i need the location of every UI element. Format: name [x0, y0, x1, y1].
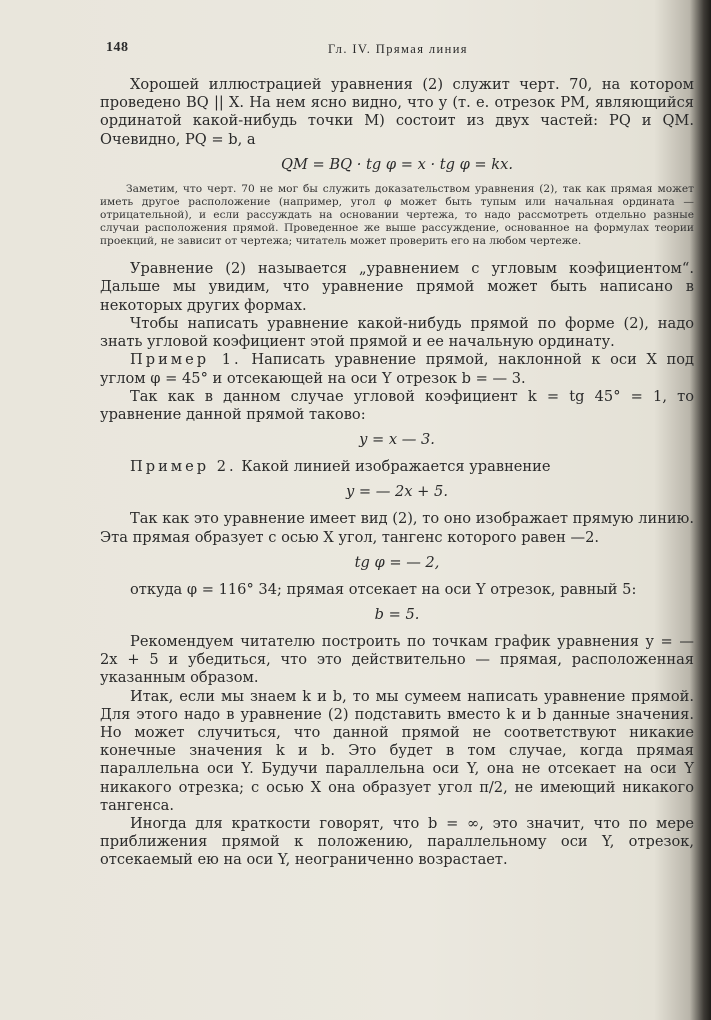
paragraph-requirements: Чтобы написать уравнение какой-нибудь прямой по форме (2), надо знать угловой коэфициент этой прямой и ее начальную ординату.: [100, 314, 694, 351]
formula-qm: QM = BQ · tg φ = x · tg φ = kx.: [280, 155, 514, 173]
example-2-text: Какой линией изображается уравнение: [236, 458, 551, 476]
formula-y-2x-5: y = — 2x + 5.: [346, 483, 448, 501]
running-head: Гл. IV. Прямая линия: [328, 42, 468, 56]
paragraph-slope-form: Уравнение (2) называется „уравнением с угловым коэфициентом“. Дальше мы увидим, что уравнение прямой может быть написано в некоторых других формах.: [100, 260, 694, 314]
formula-b-5: b = 5.: [374, 605, 420, 623]
paragraph-infinity: Иногда для краткости говорят, что b = ∞, это значит, что по мере приближения прямой к положению, параллельному оси Y, отрезок, отсекаемый ею на оси Y, неограниченно возрастает.: [100, 814, 694, 869]
example-1: [100, 351, 694, 387]
paragraph-illustration: Хорошей иллюстрацией уравнения (2) служит черт. 70, на котором проведено BQ || X. На нем ясно видно, что y (т. е. отрезок PM, являющийся ординатой какой-нибудь точки M) состоит из двух частей: PQ и QM. Очевидно, PQ = b, а: [100, 76, 694, 148]
footnote-remark: Заметим, что черт. 70 не мог бы служить доказательством уравнения (2), так как прямая может иметь другое расположение (например, угол φ может быть тупым или начальная ордината — отрицательной), и если рассуждать на основании чертежа, то надо рассмотреть отдельно разные случаи расположения прямой. Проведенное же выше рассуждение, основанное на формулах теории проекций, не зависит от чертежа; читатель может проверить его на любом чертеже.: [100, 182, 694, 248]
formula-tg-phi: tg φ = — 2,: [354, 553, 440, 571]
paragraph-vertical-line: Итак, если мы знаем k и b, то мы сумеем написать уравнение прямой. Для этого надо в уравнение (2) подставить вместо k и b данные значения. Но может случиться, что данной прямой не соответствуют никакие конечные значения k и b. Это будет в том случае, когда прямая параллельна оси Y. Будучи параллельна оси Y, она не отсекает на оси Y никакого отрезка; с осью X она образует угол π/2, не имеющий никакого тангенса.: [100, 687, 694, 814]
paragraph-angle: откуда φ = 116° 34; прямая отсекает на оси Y отрезок, равный 5:: [130, 580, 637, 598]
page-header: [100, 36, 694, 62]
paragraph-recommendation: Рекомендуем читателю построить по точкам график уравнения y = — 2x + 5 и убедиться, что это действительно — прямая, расположенная указанным образом.: [100, 632, 694, 687]
page-content: [100, 36, 694, 870]
paragraph-example-1-solution: Так как в данном случае угловой коэфициент k = tg 45° = 1, то уравнение данной прямой таково:: [100, 387, 694, 423]
example-2: [100, 458, 694, 476]
page-number: 148: [106, 40, 129, 55]
paragraph-example-2-solution: Так как это уравнение имеет вид (2), то оно изображает прямую линию. Эта прямая образует с осью X угол, тангенс которого равен —2.: [100, 510, 694, 546]
example-2-label: Пример 2.: [130, 458, 237, 476]
formula-y-x-3: y = x — 3.: [359, 431, 435, 449]
example-1-text: Написать уравнение прямой, наклонной к оси X под углом φ = 45° и отсекающей на оси Y отрезок b = — 3.: [100, 351, 694, 387]
example-1-label: Пример 1.: [130, 351, 242, 369]
